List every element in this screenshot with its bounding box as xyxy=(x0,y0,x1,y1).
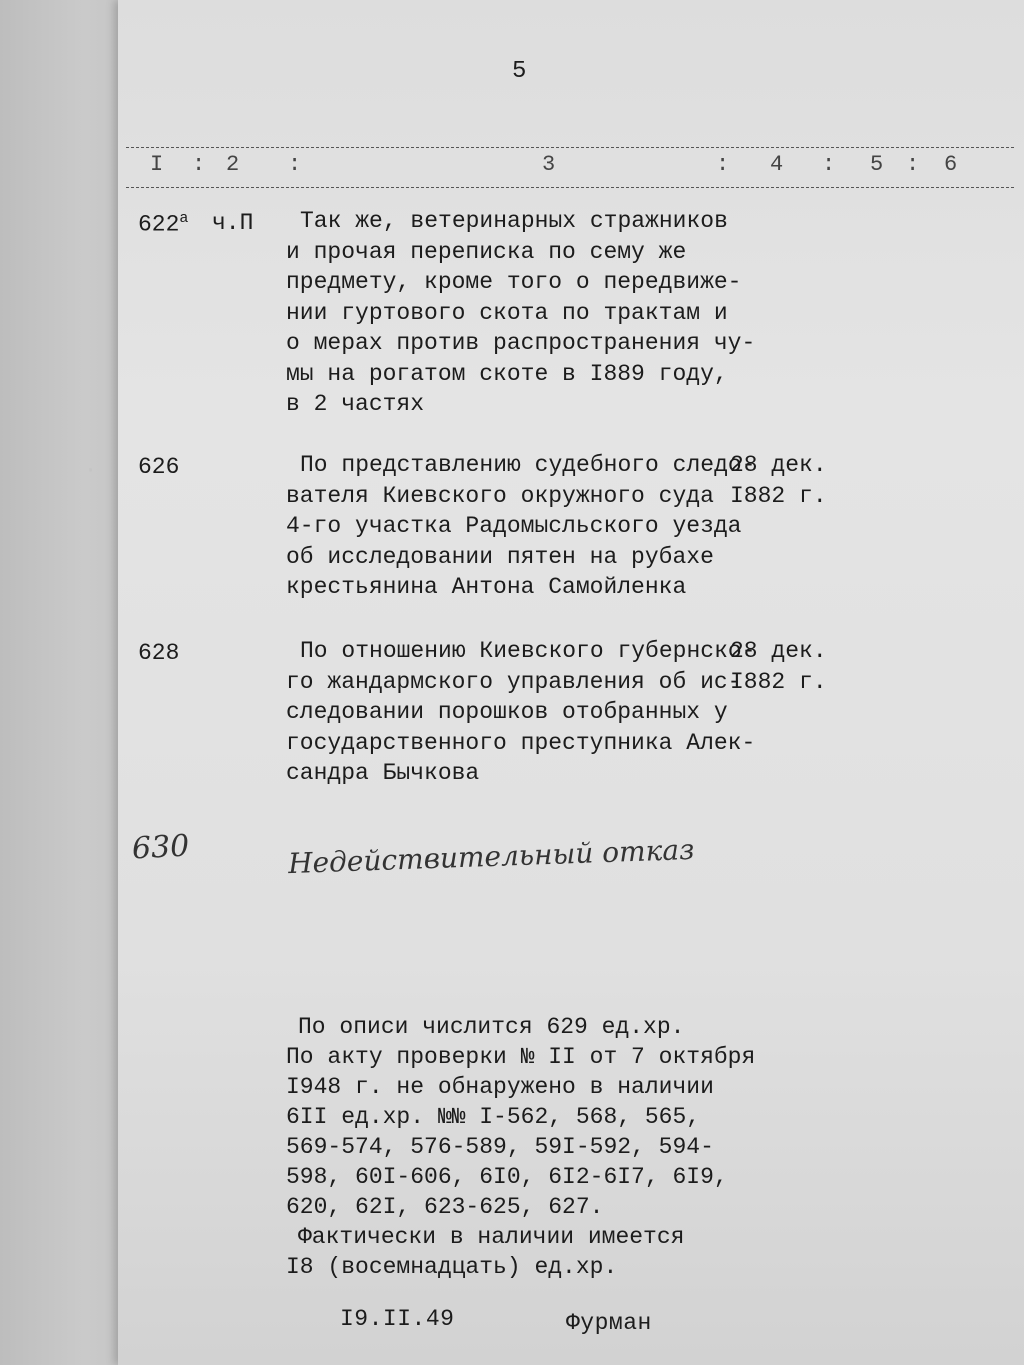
header-bottom-rule xyxy=(126,187,1014,188)
column-header-1: I xyxy=(150,152,164,177)
entry-number-superscript: a xyxy=(179,210,189,227)
description-line: мы на рогатом скоте в I889 году, xyxy=(286,360,728,387)
column-header-2: 2 xyxy=(226,152,240,177)
summary-line: 598, 60I-606, 6I0, 6I2-6I7, 6I9, xyxy=(286,1164,728,1190)
entry-number: 628 xyxy=(138,640,180,666)
entry-number-value: 622 xyxy=(138,211,180,238)
summary-line: 569-574, 576-589, 59I-592, 594- xyxy=(286,1134,714,1160)
description-line: сандра Бычкова xyxy=(286,760,480,786)
description-line: нии гуртового скота по трактам и xyxy=(286,299,728,326)
column-separator: : xyxy=(288,152,302,177)
description-line: го жандармского управления об ис- xyxy=(286,668,742,695)
handwritten-note: Недействительный отказ xyxy=(287,832,695,881)
description-line: По отношению Киевского губернско- xyxy=(300,638,756,664)
date-year: I882 г. xyxy=(730,482,827,509)
entry-date xyxy=(730,450,827,511)
column-separator: : xyxy=(716,152,730,177)
entry-date xyxy=(730,636,827,697)
description-line: и прочая переписка по сему же xyxy=(286,238,687,265)
description-line: о мерах против распространения чу- xyxy=(286,330,756,356)
page-number: 5 xyxy=(512,58,527,85)
date-day: 28 дек. xyxy=(730,638,827,664)
description-line: Так же, ветеринарных стражников xyxy=(300,208,728,234)
entry-part: ч.П xyxy=(212,210,254,236)
date-day: 28 дек. xyxy=(730,452,827,478)
summary-line: I948 г. не обнаружено в наличии xyxy=(286,1074,714,1100)
entry-description xyxy=(286,636,756,789)
description-line: вателя Киевского окружного суда xyxy=(286,482,714,509)
entry-number: 626 xyxy=(138,454,180,480)
entry-description xyxy=(286,450,756,603)
description-line: крестьянина Антона Самойленка xyxy=(286,574,687,600)
column-separator: : xyxy=(906,152,920,177)
column-separator: : xyxy=(192,152,206,177)
description-line: 4-го участка Радомысльского уезда xyxy=(286,513,742,539)
summary-line: 620, 62I, 623-625, 627. xyxy=(286,1194,604,1220)
column-separator: : xyxy=(822,152,836,177)
description-line: в 2 частях xyxy=(286,391,425,417)
column-header-6: 6 xyxy=(944,152,958,177)
handwritten-number: 630 xyxy=(131,828,191,867)
description-line: По представлению судебного следо- xyxy=(300,452,756,478)
column-header-4: 4 xyxy=(770,152,784,177)
column-header-5: 5 xyxy=(870,152,884,177)
description-line: государственного преступника Алек- xyxy=(286,729,756,756)
signature-name: Фурман xyxy=(566,1310,652,1336)
date-year: I882 г. xyxy=(730,668,827,695)
entry-description xyxy=(286,206,756,420)
summary-block xyxy=(286,1012,755,1282)
summary-line: I8 (восемнадцать) ед.хр. xyxy=(286,1254,618,1280)
header-top-rule xyxy=(126,147,1014,148)
summary-line: По акту проверки № II от 7 октября xyxy=(286,1044,756,1070)
description-line: об исследовании пятен на рубахе xyxy=(286,543,714,570)
underlying-page-mark: · xyxy=(84,458,98,483)
summary-line: 6II ед.хр. №№ I-562, 568, 565, xyxy=(286,1104,701,1130)
description-line: предмету, кроме того о передвиже- xyxy=(286,269,742,295)
summary-line: Фактически в наличии имеется xyxy=(298,1224,685,1250)
entry-number xyxy=(138,210,188,238)
summary-line: По описи числится 629 ед.хр. xyxy=(298,1014,685,1040)
description-line: следовании порошков отобранных у xyxy=(286,699,728,725)
signature-date: I9.II.49 xyxy=(340,1306,455,1332)
column-header-3: 3 xyxy=(542,152,556,177)
